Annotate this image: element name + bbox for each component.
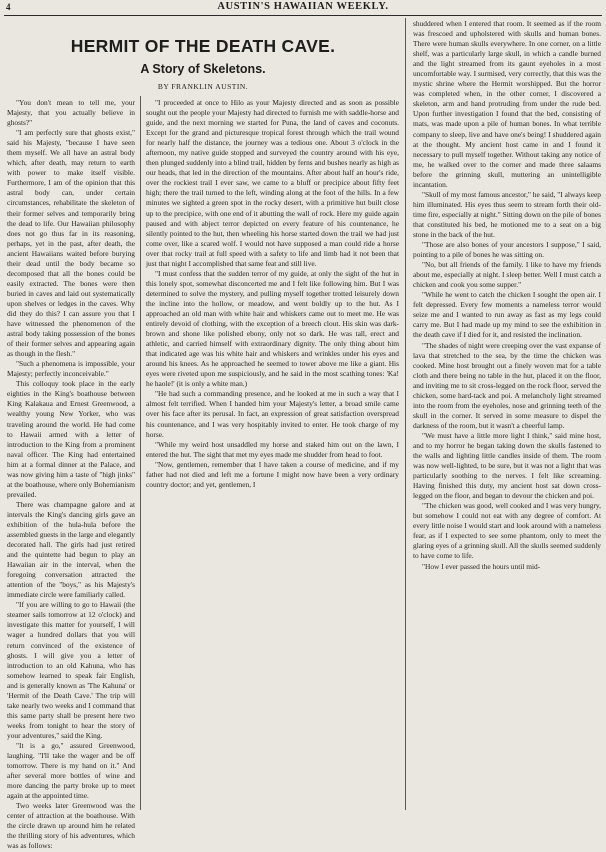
- article-column-3: [413, 19, 601, 810]
- article-paragraph: "We must have a little more light I think," said mine host, and to my horror he began taking down the skulls fastened to the walls and lighting little candles inside of them. The room was now well-lighted, to be sure, but it was not a light that was particularly soothing to the nerves. I felt like screaming. Having finished this duty, my ancient host sat down cross-legged on the floor, and began to devour the chicken and poi.: [413, 430, 601, 501]
- article-paragraph: "While my weird host unsaddled my horse and staked him out on the lawn, I entered the hut. The sight that met my eyes made me shudder from head to foot.: [146, 439, 399, 459]
- article-paragraph: "Now, gentlemen, remember that I have taken a course of medicine, and if my father had not died and left me a fortune I might now have been a very ordinary country doctor; and yet, gentlemen, I: [146, 459, 399, 489]
- publication-header: AUSTIN'S HAWAIIAN WEEKLY.: [217, 1, 389, 12]
- column-divider: [405, 18, 406, 810]
- article-paragraph: shuddered when I entered that room. It seemed as if the room was frescoed and upholstered with skulls and human bones. There were human skulls everywhere. In one corner, on a little shelf, was a particularly large skull, in which a candle burned and the light streamed from its gaunt eyeholes in a most uncomfortable way. I surmised, very correctly, that this was the mystic shrine where the Hermit worshipped. But the horror was completed when, in the other corner, I discovered a skeleton, arm and hand protruding from under the rude bed. Upon further investigation I found that the bed, consisting of mats, was made upon a pile of human bones. In what terrible company to sleep, live and have one's being! I shuddered again at the thought. My ancient host came in and I found it necessary to pull myself together. Without taking any notice of me, he walked over to the corner and made three salaams before the grinning skull, muttering an unintelligible incantation.: [413, 19, 601, 189]
- article-paragraph: "I proceeded at once to Hilo as your Majesty directed and as soon as possible sought out the people your Majesty had directed to furnish me with saddle-horse and guide, and the next morning we started for Puna, the land of caves and coconuts. Except for the grand and picturesque tropical forest through which the trail wound for nearly half the distance, the journey was a tedious one. About 3 o'clock in the afternoon, my native guide stopped and surveyed the country around with his eye, then plunged suddenly into a blind trail, hidden by ferns and bushes nearly as high as our heads, that led in the direction of the mountains. After about half an hour's ride, over the rockiest trail I ever saw, we came to a bluff or precipice about fifty feet high; there the trail turned to the left, winding along at the foot of the hills. In a few minutes we sighted a green spot in the rocky desert, with a primitive hut built close up to the precipice, with one end of it abutting the wall of rock. Here my guide again paused and with abject terror depicted on every feature of his countenance, he silently pointed to the hut, then wheeling his horse started down the trail we had just come over, like a scared wolf. I would not have supposed a man could ride a horse over that rocky trail at full speed with a safety to life and limb had it not been that just that night I accomplished that same feat and still live.: [146, 98, 399, 268]
- article-column-2: [146, 98, 399, 810]
- article-paragraph: "Those are also bones of your ancestors I suppose," I said, pointing to a pile of bones he was sitting on.: [413, 240, 601, 260]
- article-paragraph: "You don't mean to tell me, your Majesty, that you actually believe in ghosts?": [7, 98, 135, 128]
- article-paragraph: "If you are willing to go to Hawaii (the steamer sails tomorrow at 12 o'clock) and investigate this matter for yourself, I will wager a hundred dollars that you will return convinced of the existence of ghosts. I will give you a letter of introduction to an old Kahuna, who has somehow learned to speak fair English, and is generally known as 'The Kahuna' or 'Hermit of the Death Cave.' The trip will take nearly two weeks and I command that this same party shall be present here two weeks from tonight to hear the story of your adventures," said the King.: [7, 600, 135, 740]
- article-subtitle: A Story of Skeletons.: [140, 62, 266, 76]
- article-paragraph: "I am perfectly sure that ghosts exist," said his Majesty, "because I have seen them myself. We all have an astral body which, after death, may return to earth with power to make itself visible. Furthermore, I am of the opinion that this astral body can, under certain circumstances, rehabilitate the skeleton of their former selves and temporarily bring the dead to life. Our Hawaiian philosophy does not go thus far in its reasoning, perhaps, yet in the past, after death, the ancient Hawaiians waited before burying their dead until the body became so decomposed that all the bones could be easily extracted. The bones were then buried in caves and laid out systematically upon shelves or ledges in the caves. Why did they do this? I can assure you that I have witnessed the phenomenon of the astral body taking possession of the bones of their former selves and appearing again as though in the flesh.": [7, 128, 135, 359]
- article-paragraph: "I must confess that the sudden terror of my guide, at only the sight of the hut in this lonely spot, somewhat disconcerted me and I felt like following him. But I was determined to solve the mystery, and pulling myself together trotted leisurely down the incline into the hollow, or meadow, and went boldly up to the hut. As I approached an old man with white hair and whiskers came out to meet me. He was entirely devoid of clothing, with the exception of a breech clout. His skin was dark-brown and shone like polished ebony, only not so dark. He was tall, erect and athletic, and carried himself with extraordinary dignity. The only thing about him that indicated age was his white hair and whiskers and wrinkles under his eyes and around his knees. As he approached he seemed to tower above me like a giant. His eyes were riveted upon me suspiciously, and he said in the most scathing tones: 'Ka! he haole!' (it is only a white man.): [146, 268, 399, 389]
- article-paragraph: "He had such a commanding presence, and he looked at me in such a way that I almost felt terrified. When I handed him your Majesty's letter, a broad smile came over his face after its perusal. In fact, an expression of great satisfaction overspread his countenance, and I was very hospitably invited to enter. He took charge of my horse.: [146, 389, 399, 439]
- article-paragraph: "How I ever passed the hours until mid-: [422, 561, 541, 571]
- article-title: HERMIT OF THE DEATH CAVE.: [70, 36, 336, 56]
- article-paragraph: "No, but all friends of the family. I like to have my friends about me, especially at night. I sleep better. Well I must catch a chicken and cook you some supper.": [413, 260, 601, 290]
- article-byline: BY FRANKLIN AUSTIN.: [157, 82, 249, 91]
- article-paragraph: Two weeks later Greenwood was the center of attraction at the boathouse. With the circle drawn up around him he related the thrilling story of his adventures, which was as follows:: [7, 801, 135, 851]
- article-paragraph: "The shades of night were creeping over the vast expanse of lava that stretched to the sea, by the time the chicken was cooked. Mine host brought out a finely woven mat for a table cloth and there being no table in the hut, placed it on the floor, and inviting me to sit cross-legged on the rock floor, served the chicken, some hard-tack and poi. A melancholy light streamed into the room from the eyeholes, nose and grinning teeth of the skull in the corner. It served in some measure to dispel the darkness of the room, but it wasn't a cheerful lamp.: [413, 340, 601, 430]
- header-rule: [4, 15, 602, 16]
- article-column-1: [7, 98, 135, 851]
- article-paragraph: This colloquy took place in the early eighties in the King's boathouse between King Kalakaua and Ernest Greenwood, a wealthy young New Yorker, who was traveling around the world. He had come to Hawaii armed with a letter of introduction to the King from a prominent naval officer. The King had entertained him at a formal dinner at the Palace, and was now giving him a taste of "high jinks" at the boathouse, where only Bohemianism prevailed.: [7, 379, 135, 499]
- article-paragraph: "It is a go," assured Greenwood, laughing. "I'll take the wager and be off tomorrow. There is my hand on it." And after several more bottles of wine and more dancing the party broke up to meet again at the appointed time.: [7, 741, 135, 801]
- article-paragraph: "The chicken was good, well cooked and I was very hungry, but somehow I could not eat with any degree of comfort. At every little noise I would start and look around with a nameless fear, as if I expected to see some phantom, only to meet the glaring eyes of a grinning skull. All the skulls seemed suddenly to have come to life.: [413, 501, 601, 561]
- page-number: 4: [6, 2, 11, 12]
- article-paragraph: "While he went to catch the chicken I sought the open air. I felt depressed. Every few moments a nameless terror would seize me and I wanted to run away as fast as my legs could carry me. But I had made up my mind to see the exhibition in the death cave if I died for it, and resisted the inclination.: [413, 290, 601, 340]
- article-paragraph: "Such a phenomena is impossible, your Majesty; perfectly inconceivable.": [7, 359, 135, 379]
- article-paragraph: There was champagne galore and at intervals the King's dancing girls gave an exhibition of the hula-hula before the assembled guests in the large and elegantly decorated hall. The girls had just retired and the quintette had begun to play an Hawaiian air in the interval, when the foregoing conversation attracted the attention of the "boys," as his Majesty's immediate circle were familiarly called.: [7, 499, 135, 600]
- article-paragraph: "Skull of my most famous ancestor," he said, "I always keep him illuminated. His eyes thus seem to stream forth their old-time fire, especially at night." Sitting down on the pile of bones that constituted his bed, he motioned me to a seat on a big stone in the back of the hut.: [413, 189, 601, 239]
- column-divider: [140, 96, 141, 810]
